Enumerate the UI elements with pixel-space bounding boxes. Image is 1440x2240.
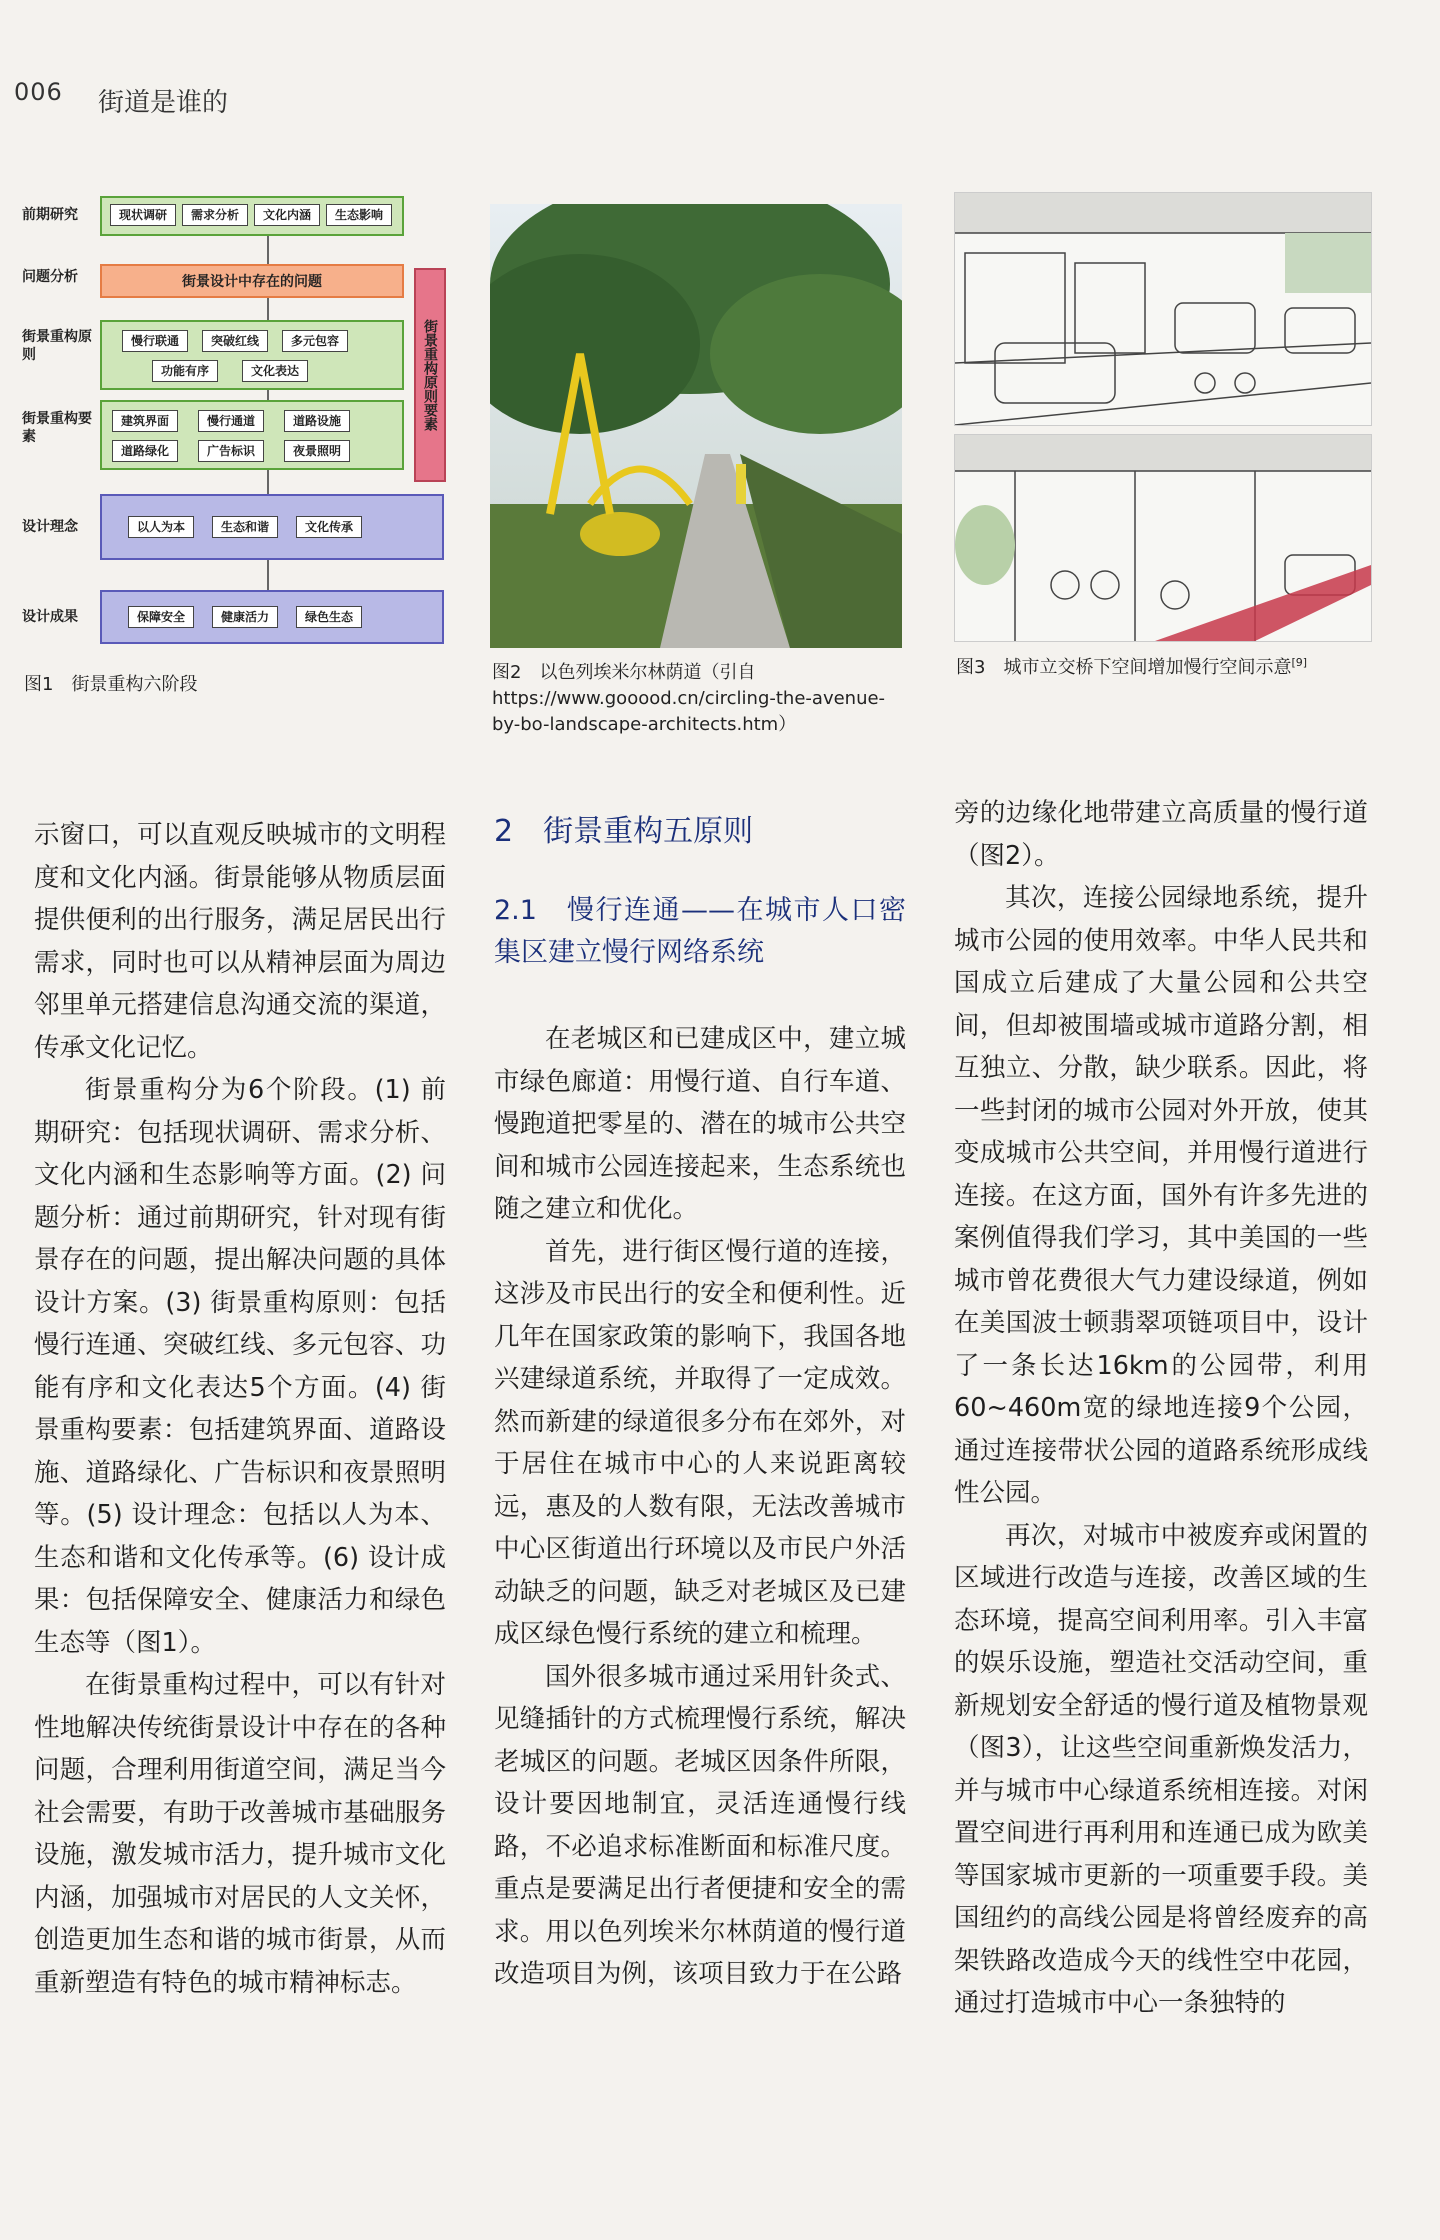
paragraph: 示窗口，可以直观反映城市的文明程度和文化内涵。街景能够从物质层面提供便利的出行服务，满足居民出行需求，同时也可以从精神层面为周边邻里单元搭建信息沟通交流的渠道，传承文化记忆。 — [34, 820, 446, 1063]
body-column-2 — [494, 810, 906, 1996]
paragraph: 首先，进行街区慢行道的连接，这涉及市民出行的安全和便利性。近几年在国家政策的影响下，我国各地兴建绿道系统，并取得了一定成效。然而新建的绿道很多分布在郊外，对于居住在城市中心的人来说距离较远，惠及的人数有限，无法改善城市中心区街道出行环境以及市民户外活动缺乏的问题，缺乏对老城区及已建成区绿色慢行系统的建立和梳理。 — [494, 1236, 906, 1649]
paragraph: 在老城区和已建成区中，建立城市绿色廊道：用慢行道、自行车道、慢跑道把零星的、潜在的城市公共空间和城市公园连接起来，生态系统也随之建立和优化。 — [494, 1024, 906, 1224]
chip: 建筑界面 — [112, 410, 178, 432]
chip: 需求分析 — [182, 204, 248, 226]
chip: 健康活力 — [212, 606, 278, 628]
stage-band-research — [100, 196, 404, 236]
stage-band-concept — [100, 494, 444, 560]
stage-band-principles — [100, 320, 404, 390]
chip: 生态影响 — [326, 204, 392, 226]
chip: 文化传承 — [296, 516, 362, 538]
figure-1-flowchart — [22, 188, 442, 668]
chip: 文化内涵 — [254, 204, 320, 226]
chip: 多元包容 — [282, 330, 348, 352]
figure-3-sketch-after — [954, 434, 1372, 642]
stage-label-elements: 街景重构要素 — [22, 411, 92, 445]
body-column-1 — [34, 814, 446, 2004]
paragraph: 街景重构分为6个阶段。(1) 前期研究：包括现状调研、需求分析、文化内涵和生态影响等方面。(2) 问题分析：通过前期研究，针对现有街景存在的问题，提出解决问题的具体设计方案。(3) 街景重构原则：包括慢行连通、突破红线、多元包容、功能有序和文化表达5个方面。(4) 街景重构要素：包括建筑界面、道路设施、道路绿化、广告标识和夜景照明等。(5) 设计理念：包括以人为本、生态和谐和文化传承等。(6) 设计成果：包括保障安全、健康活力和绿色生态等（图1）。 — [34, 1075, 446, 1658]
body-column-3 — [954, 792, 1368, 2025]
chip: 突破红线 — [202, 330, 268, 352]
chip: 现状调研 — [110, 204, 176, 226]
paragraph: 在街景重构过程中，可以有针对性地解决传统街景设计中存在的各种问题，合理利用街道空间，满足当今社会需要，有助于改善城市基础服务设施，激发城市活力，提升城市文化内涵，加强城市对居民的人文关怀，创造更加生态和谐的城市街景，从而重新塑造有特色的城市精神标志。 — [34, 1670, 446, 1998]
principles-elements-side-label: 街景重构原则要素 — [414, 268, 446, 482]
figure-3-caption-text: 图3 城市立交桥下空间增加慢行空间示意 — [956, 657, 1292, 678]
stage-label-principles: 街景重构原则 — [22, 329, 92, 363]
chip: 慢行通道 — [198, 410, 264, 432]
stage-label-research: 前期研究 — [22, 207, 78, 223]
stage-band-analysis — [100, 264, 404, 298]
chip: 文化表达 — [242, 360, 308, 382]
paragraph: 国外很多城市通过采用针灸式、见缝插针的方式梳理慢行系统，解决老城区的问题。老城区因条件所限，设计要因地制宜，灵活连通慢行线路，不必追求标准断面和标准尺度。重点是要满足出行者便捷和安全的需求。用以色列埃米尔林荫道的慢行道改造项目为例，该项目致力于在公路 — [494, 1661, 906, 1989]
chip: 夜景照明 — [284, 440, 350, 462]
chip: 道路设施 — [284, 410, 350, 432]
chip: 慢行联通 — [122, 330, 188, 352]
figure-3-caption — [956, 650, 1370, 681]
paragraph: 其次，连接公园绿地系统，提升城市公园的使用效率。中华人民共和国成立后建成了大量公园和公共空间，但却被围墙或城市道路分割，相互独立、分散，缺少联系。因此，将一些封闭的城市公园对外开放，使其变成城市公共空间，并用慢行道进行连接。在这方面，国外有许多先进的案例值得我们学习，其中美国的一些城市曾花费很大气力建设绿道，例如在美国波士顿翡翠项链项目中，设计了一条长达16km的公园带，利用60~460m宽的绿地连接9个公园，通过连接带状公园的道路系统形成线性公园。 — [954, 883, 1368, 1508]
stage-label-outcome: 设计成果 — [22, 609, 78, 625]
page-number: 006 — [14, 78, 63, 106]
chip: 绿色生态 — [296, 606, 362, 628]
chip: 以人为本 — [128, 516, 194, 538]
subsection-heading: 2.1 慢行连通——在城市人口密集区建立慢行网络系统 — [494, 895, 906, 968]
paragraph: 旁的边缘化地带建立高质量的慢行道（图2）。 — [954, 798, 1368, 871]
section-heading: 2 街景重构五原则 — [494, 814, 754, 849]
problem-bar-text: 街景设计中存在的问题 — [182, 274, 322, 290]
figure-2-photo — [490, 204, 902, 648]
paragraph: 再次，对城市中被废弃或闲置的区域进行改造与连接，改善区域的生态环境，提高空间利用率。引入丰富的娱乐设施，塑造社交活动空间，重新规划安全舒适的慢行道及植物景观（图3），让这些空间重新焕发活力，并与城市中心绿道系统相连接。对闲置空间进行再利用和连通已成为欧美等国家城市更新的一项重要手段。美国纽约的高线公园是将曾经废弃的高架铁路改造成今天的线性空中花园，通过打造城市中心一条独特的 — [954, 1520, 1368, 2018]
chip: 生态和谐 — [212, 516, 278, 538]
chip: 道路绿化 — [112, 440, 178, 462]
stage-band-outcome — [100, 590, 444, 644]
stage-label-analysis: 问题分析 — [22, 269, 78, 285]
figure-1-caption: 图1 街景重构六阶段 — [24, 674, 198, 695]
figure-3-ref: [9] — [1291, 656, 1308, 669]
figure-2-caption: 图2 以色列埃米尔林荫道（引自https://www.gooood.cn/circling-the-avenue-by-bo-landscape-architects.htm） — [492, 662, 886, 735]
chip: 功能有序 — [152, 360, 218, 382]
stage-label-concept: 设计理念 — [22, 519, 78, 535]
stage-band-elements — [100, 400, 404, 470]
figure-3-sketch-before — [954, 192, 1372, 426]
chip: 广告标识 — [198, 440, 264, 462]
chip: 保障安全 — [128, 606, 194, 628]
running-title: 街道是谁的 — [98, 88, 229, 118]
